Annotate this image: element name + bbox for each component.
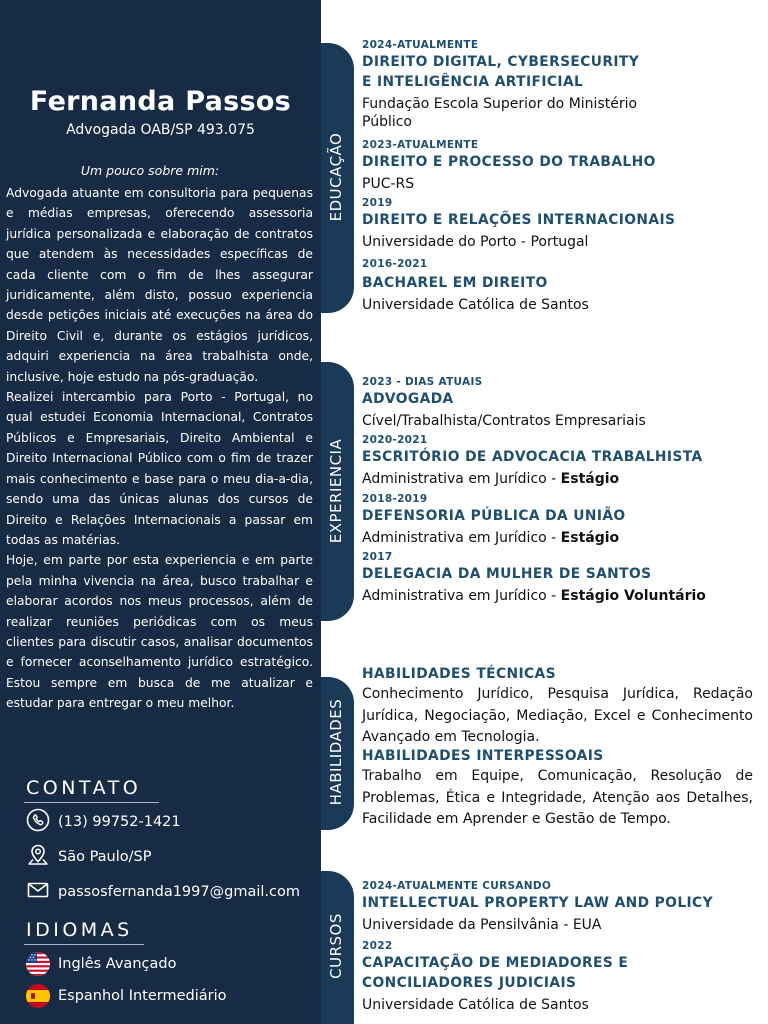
about-paragraph: Realizei intercambio para Porto - Portugal, no qual estudei Economia Internacional, Contratos Públicos e Empresariais, Direito Ambiental e Direito Internacional Público com o fim de trazer mais conhecimento e base para o meu dia-a-dia, sendo uma das únicas alunas dos cursos de Direito e Relações Internacionais a passar em todas as matérias. bbox=[6, 390, 313, 547]
entry-desc: Fundação Escola Superior do Ministério Público bbox=[362, 96, 638, 130]
entry-title: INTELLECTUAL PROPERTY LAW AND POLICY bbox=[362, 895, 713, 911]
profile-role: Advogada OAB/SP 493.075 bbox=[66, 122, 255, 138]
entry-date: 2024-ATUALMENTE CURSANDO bbox=[362, 880, 552, 892]
entry-title: DIREITO E RELAÇÕES INTERNACIONAIS bbox=[362, 212, 676, 228]
education-item bbox=[362, 39, 757, 131]
entry-desc bbox=[362, 587, 757, 605]
skill-group bbox=[362, 746, 753, 831]
entry-title: DIREITO DIGITAL, CYBERSECURITY E INTELIGÊNCIA ARTIFICIAL bbox=[362, 54, 640, 90]
language-item bbox=[26, 984, 227, 1008]
contact-city bbox=[26, 843, 151, 871]
tab-courses bbox=[321, 871, 354, 1024]
email-link[interactable]: passosfernanda1997@gmail.com bbox=[58, 884, 300, 900]
contact-heading: CONTATO bbox=[26, 777, 142, 799]
about-section bbox=[6, 183, 313, 714]
experience-item bbox=[362, 493, 757, 547]
entry-desc: Universidade Católica de Santos bbox=[362, 297, 589, 313]
entry-date: 2023-ATUALMENTE bbox=[362, 139, 479, 151]
entry-desc: Universidade do Porto - Portugal bbox=[362, 234, 589, 250]
tab-skills-label: HABILIDADES bbox=[327, 698, 345, 806]
entry-desc-bold: Estágio bbox=[560, 530, 620, 546]
entry-title: DEFENSORIA PÚBLICA DA UNIÃO bbox=[362, 508, 626, 524]
experience-item bbox=[362, 551, 757, 605]
entry-title: CAPACITAÇÃO DE MEDIADORES E CONCILIADORES JUDICIAIS bbox=[362, 955, 629, 991]
tab-education-label: EDUCAÇÃO bbox=[327, 132, 345, 222]
us-flag-icon bbox=[26, 952, 50, 976]
experience-item bbox=[362, 376, 757, 430]
entry-date: 2016-2021 bbox=[362, 258, 428, 270]
entry-title: BACHAREL EM DIREITO bbox=[362, 275, 548, 291]
entry-date: 2024-ATUALMENTE bbox=[362, 39, 479, 51]
entry-date: 2017 bbox=[362, 551, 393, 563]
contact-phone bbox=[26, 808, 181, 836]
education-item bbox=[362, 197, 757, 251]
mail-icon bbox=[26, 878, 50, 906]
education-item bbox=[362, 139, 757, 193]
language-label: Inglês Avançado bbox=[58, 956, 177, 972]
entry-date: 2023 - DIAS ATUAIS bbox=[362, 376, 483, 388]
entry-title: DELEGACIA DA MULHER DE SANTOS bbox=[362, 566, 652, 582]
profile-name: Fernanda Passos bbox=[29, 86, 292, 117]
course-item bbox=[362, 940, 757, 1014]
experience-item bbox=[362, 434, 757, 488]
languages-divider bbox=[24, 944, 144, 945]
entry-title: DIREITO E PROCESSO DO TRABALHO bbox=[362, 154, 656, 170]
languages-heading: IDIOMAS bbox=[26, 919, 133, 941]
contact-email[interactable] bbox=[26, 878, 300, 906]
education-item bbox=[362, 258, 757, 314]
skill-text: Trabalho em Equipe, Comunicação, Resolução de Problemas, Ética e Integridade, Atenção aos Detalhes, Facilidade em Aprender e Gestão de Tempo. bbox=[362, 768, 753, 827]
phone-icon bbox=[26, 808, 50, 836]
phone-number: (13) 99752-1421 bbox=[58, 814, 181, 830]
entry-date: 2019 bbox=[362, 197, 393, 209]
skill-group bbox=[362, 664, 753, 749]
entry-desc-bold: Estágio Voluntário bbox=[560, 588, 706, 604]
about-paragraph: Hoje, em parte por esta experiencia e em parte pela minha vivencia na área, busco trabalhar e elaborar acordos nos meus processos, além de realizar reuniões periódicas com os meus clientes para discutir casos, analisar documentos e fornecer aconselhamento jurídico estratégico. Estou sempre em busca de me atualizar e estudar para entregar o meu melhor. bbox=[6, 553, 313, 711]
about-title: Um pouco sobre mim: bbox=[80, 163, 220, 178]
spain-flag-icon bbox=[26, 984, 50, 1008]
entry-desc: Universidade da Pensilvânia - EUA bbox=[362, 917, 602, 933]
skill-text: Conhecimento Jurídico, Pesquisa Jurídica, Redação Jurídica, Negociação, Mediação, Excel e Conhecimento Avançado em Tecnologia. bbox=[362, 686, 753, 745]
entry-date: 2018-2019 bbox=[362, 493, 428, 505]
language-item bbox=[26, 952, 176, 976]
course-item bbox=[362, 880, 757, 934]
entry-desc bbox=[362, 529, 757, 547]
skill-title: HABILIDADES INTERPESSOAIS bbox=[362, 748, 604, 764]
language-label: Espanhol Intermediário bbox=[58, 988, 227, 1004]
tab-education bbox=[321, 43, 354, 313]
entry-title: ESCRITÓRIO DE ADVOCACIA TRABALHISTA bbox=[362, 449, 703, 465]
entry-date: 2022 bbox=[362, 940, 393, 952]
skill-title: HABILIDADES TÉCNICAS bbox=[362, 666, 556, 682]
tab-skills bbox=[321, 677, 354, 830]
entry-desc: PUC-RS bbox=[362, 176, 415, 192]
entry-desc-text: Administrativa em Jurídico - bbox=[362, 530, 561, 546]
location-pin-icon bbox=[26, 843, 50, 871]
entry-desc-text: Administrativa em Jurídico - bbox=[362, 588, 561, 604]
entry-date: 2020-2021 bbox=[362, 434, 428, 446]
tab-courses-label: CURSOS bbox=[327, 913, 345, 979]
entry-desc-text: Administrativa em Jurídico - bbox=[362, 471, 561, 487]
entry-desc bbox=[362, 412, 757, 430]
entry-title: ADVOGADA bbox=[362, 391, 454, 407]
entry-desc bbox=[362, 470, 757, 488]
contact-divider bbox=[24, 802, 159, 803]
city-text: São Paulo/SP bbox=[58, 849, 152, 865]
sidebar-panel bbox=[0, 0, 321, 1024]
tab-experience-label: EXPERIENCIA bbox=[327, 438, 345, 544]
tab-experience bbox=[321, 362, 354, 621]
entry-desc-bold: Estágio bbox=[560, 471, 620, 487]
about-paragraph: Advogada atuante em consultoria para pequenas e médias empresas, oferecendo assessoria jurídica personalizada e elaboração de contratos que atendem às necessidades específicas de cada cliente com o fim de lhes assegurar juridicamente, além disto, possuo experiencia desde petições iniciais até execuções na área do Direito Civil e, durante os estágios jurídicos, adquiri experiencia na área trabalhista onde, inclusive, hoje estudo na pós-graduação. bbox=[6, 186, 313, 384]
entry-desc: Universidade Católica de Santos bbox=[362, 997, 589, 1013]
entry-desc-text: Cível/Trabalhista/Contratos Empresariais bbox=[362, 413, 646, 429]
